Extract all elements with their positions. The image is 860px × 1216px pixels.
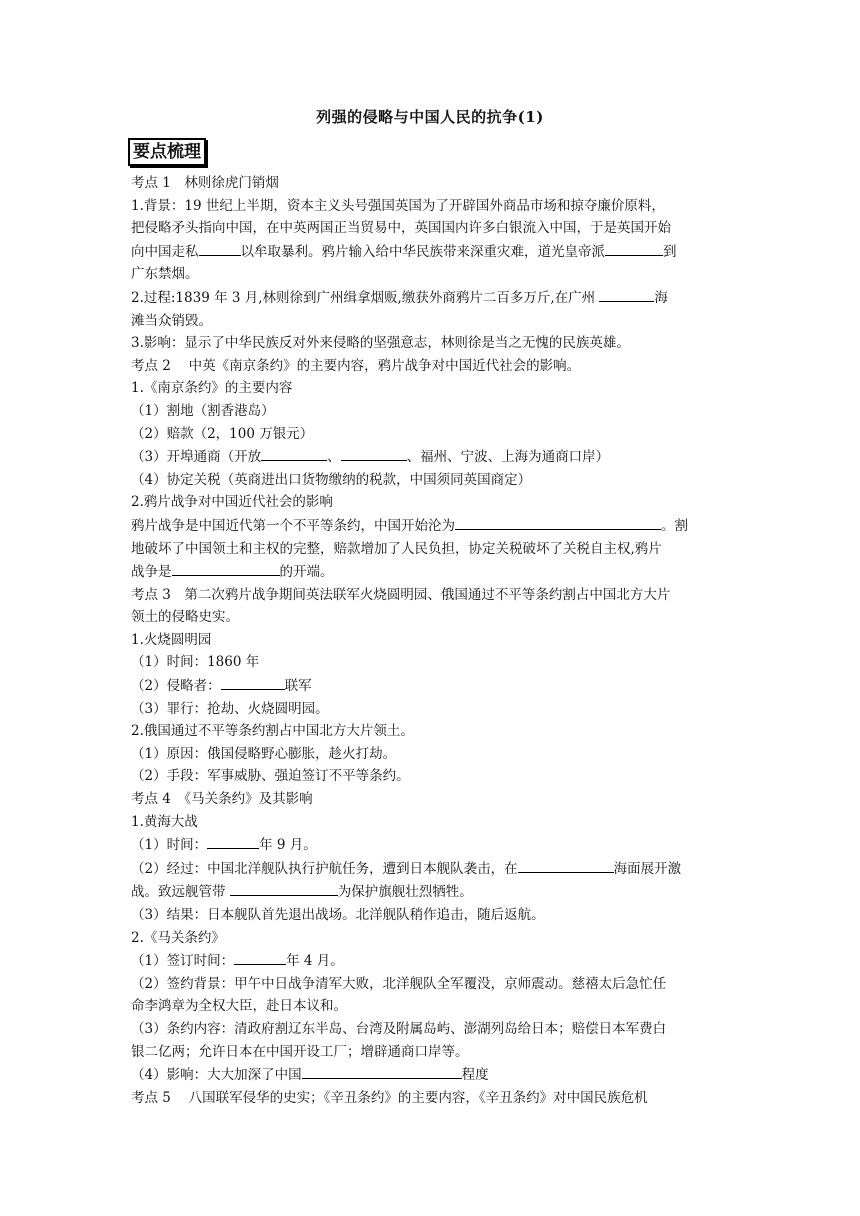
text-segment: （4）协定关税（英商进出口货物缴纳的税款，中国须同英国商定） (131, 471, 532, 488)
text-line (131, 927, 731, 950)
text-segment: 鸦片战争是中国近代第一个不平等条约，中国开始沦为 (131, 517, 455, 534)
text-segment: 银二亿两；允许日本在中国开设工厂；增辟通商口岸等。 (131, 1043, 469, 1060)
document-title: 列强的侵略与中国人民的抗争(1) (316, 108, 544, 126)
text-segment: 为保护旗舰壮烈牺牲。 (337, 884, 473, 901)
text-line (131, 400, 731, 423)
text-line (131, 651, 731, 674)
text-segment: 海面展开激 (613, 860, 682, 877)
text-segment: （2）签约背景：甲午中日战争清军大败，北洋舰队全军覆没，京师震动。慈禧太后急忙任 (131, 975, 667, 992)
text-segment: （3）结果：日本舰队首先退出战场。北洋舰队稍作追击，随后返航。 (131, 907, 545, 923)
text-line (131, 584, 731, 607)
text-segment: 1.黄海大战 (131, 813, 198, 830)
text-segment: （2）手段：军事威胁、强迫签订不平等条约。 (131, 768, 410, 785)
text-line (131, 720, 731, 743)
text-line (131, 629, 731, 652)
text-segment: （3）罪行：抢劫、火烧圆明园。 (131, 700, 329, 717)
text-segment: 广东禁烟。 (131, 266, 199, 283)
text-line (131, 172, 731, 195)
text-line (131, 880, 731, 904)
text-segment: 年 9 月。 (259, 837, 317, 854)
text-line (131, 765, 731, 788)
text-line (131, 195, 731, 218)
section-heading: 要点梳理 (128, 138, 206, 166)
text-segment: 考点 3 第二次鸦片战争期间英法联军火烧圆明园、俄国通过不平等条约割占中国北方大片 (131, 586, 671, 603)
text-line (131, 606, 731, 629)
document-body (131, 172, 731, 1109)
text-segment: （4）影响：大大加深了中国 (131, 1067, 302, 1084)
text-segment: 1.火烧圆明园 (131, 631, 212, 648)
fill-in-blank[interactable] (199, 240, 241, 256)
text-segment: （2）侵略者： (131, 678, 221, 695)
text-segment: 以牟取暴利。鸦片输入给中华民族带来深重灾难，道光皇帝派 (240, 243, 605, 260)
fill-in-blank[interactable] (234, 949, 286, 965)
text-segment: 战争是 (131, 564, 172, 581)
text-line (131, 1063, 731, 1087)
text-segment: 程度 (461, 1067, 489, 1084)
text-segment: （3）条约内容：清政府割辽东半岛、台湾及附属岛屿、澎湖列岛给日本；赔偿日本军费白 (131, 1020, 667, 1037)
text-segment: 的开端。 (279, 564, 334, 581)
text-segment: 2.鸦片战争对中国近代社会的影响 (131, 494, 333, 511)
text-segment: 年 4 月。 (286, 953, 344, 970)
text-segment: （1）签订时间： (131, 953, 235, 970)
text-segment: 考点 1 林则徐虎门销烟 (131, 175, 279, 191)
text-line (131, 560, 731, 584)
text-segment: 1.《南京条约》的主要内容 (131, 380, 293, 397)
text-segment: 海 (654, 289, 668, 306)
text-line (131, 469, 731, 492)
text-line (131, 949, 731, 973)
fill-in-blank[interactable] (172, 560, 280, 576)
fill-in-blank[interactable] (455, 514, 661, 530)
fill-in-blank[interactable] (518, 857, 614, 873)
text-line (131, 332, 731, 355)
text-line (131, 263, 731, 286)
fill-in-blank[interactable] (207, 833, 259, 849)
text-line (131, 973, 731, 996)
text-segment: 考点 4 《马关条约》及其影响 (131, 791, 313, 808)
text-line (131, 833, 731, 857)
text-segment: 。割 (661, 517, 688, 534)
text-line (131, 355, 731, 378)
text-segment: （1）原因：俄国侵略野心膨胀，趁火打劫。 (131, 745, 397, 762)
fill-in-blank[interactable] (341, 445, 407, 461)
text-segment: （2）赔款（2，100 万银元） (131, 425, 314, 442)
fill-in-blank[interactable] (230, 880, 338, 896)
text-line (131, 538, 731, 561)
text-segment: 2.俄国通过不平等条约割占中国北方大片领土。 (131, 723, 414, 740)
text-segment: 考点 5 八国联军侵华的史实；《辛丑条约》的主要内容，《辛丑条约》对中国民族危机 (131, 1089, 648, 1106)
text-segment: 地破坏了中国领土和主权的完整，赔款增加了人民负担，协定关税破坏了关税自主权,鸦片 (131, 540, 662, 557)
text-line (131, 1087, 731, 1110)
text-segment: （1）割地（割香港岛） (131, 402, 275, 419)
text-line (131, 788, 731, 811)
text-line (131, 1018, 731, 1041)
text-segment: （3）开埠通商（开放 (131, 449, 262, 466)
text-line (131, 857, 731, 881)
text-line (131, 217, 731, 240)
text-segment: 2.《马关条约》 (131, 929, 225, 946)
fill-in-blank[interactable] (221, 674, 285, 690)
text-line (131, 310, 731, 333)
text-line (131, 445, 731, 469)
text-segment: 、 (327, 449, 341, 466)
text-segment: 滩当众销毁。 (131, 312, 212, 329)
text-segment: 到 (663, 243, 677, 260)
text-line (131, 377, 731, 400)
text-line (131, 811, 731, 834)
text-segment: 领土的侵略史实。 (131, 609, 239, 626)
text-line (131, 491, 731, 514)
text-line (131, 423, 731, 446)
text-segment: 把侵略矛头指向中国，在中英两国正当贸易中，英国国内许多白银流入中国，于是英国开始 (131, 220, 671, 237)
text-segment: 1.背景：19 世纪上半期，资本主义头号强国英国为了开辟国外商品市场和掠夺廉价原料， (131, 197, 665, 214)
text-segment: （2）经过：中国北洋舰队执行护航任务，遭到日本舰队袭击，在 (131, 860, 518, 877)
text-line (131, 995, 731, 1018)
text-segment: （1）时间：1860 年 (131, 654, 260, 671)
text-segment: 战。致远舰管带 (131, 884, 230, 901)
text-segment: 联军 (284, 678, 312, 695)
fill-in-blank[interactable] (599, 286, 654, 302)
text-line (131, 674, 731, 698)
text-line (131, 1041, 731, 1064)
text-line (131, 743, 731, 766)
text-line (131, 240, 731, 264)
fill-in-blank[interactable] (302, 1063, 462, 1079)
fill-in-blank[interactable] (261, 445, 327, 461)
text-segment: 、福州、宁波、上海为通商口岸） (406, 449, 610, 466)
text-line (131, 286, 731, 310)
text-segment: 向中国走私 (131, 243, 199, 260)
text-line (131, 698, 731, 721)
text-segment: （1）时间： (131, 837, 208, 854)
text-segment: 3.影响：显示了中华民族反对外来侵略的坚强意志，林则徐是当之无愧的民族英雄。 (131, 335, 630, 352)
text-segment: 命李鸿章为全权大臣，赴日本议和。 (131, 998, 347, 1015)
text-line (131, 904, 731, 927)
fill-in-blank[interactable] (605, 240, 663, 256)
text-segment: 考点 2 中英《南京条约》的主要内容，鸦片战争对中国近代社会的影响。 (131, 357, 581, 374)
text-segment: 2.过程:1839 年 3 月,林则徐到广州缉拿烟贩,缴获外商鸦片二百多万斤,在广州 (131, 289, 600, 306)
text-line (131, 514, 731, 538)
